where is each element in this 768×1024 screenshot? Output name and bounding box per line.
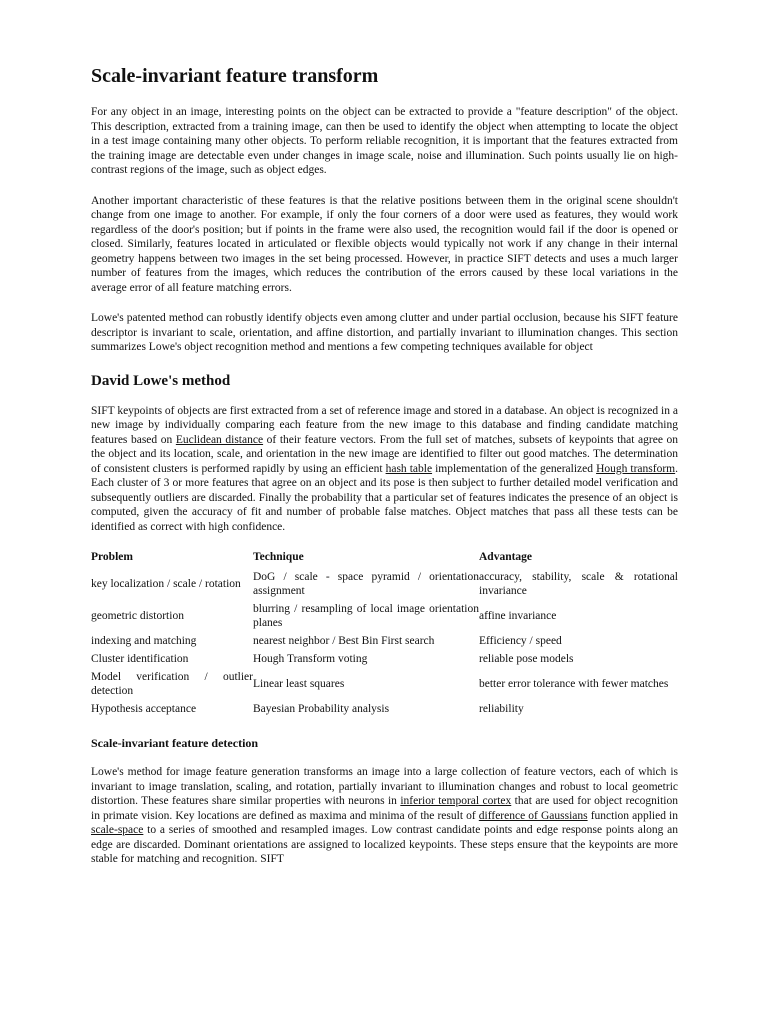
inferior-temporal-cortex-link[interactable]: inferior temporal cortex (400, 795, 512, 807)
euclidean-distance-link[interactable]: Euclidean distance (175, 433, 264, 446)
technique-cell: Linear least squares (253, 678, 345, 690)
text-span: implementation of the generalized (432, 462, 597, 475)
technique-table (91, 550, 678, 718)
text-span: . Each cluster of 3 or more features that agree on an object and its pose is then subject to further detailed model verification and subsequently outliers are discarded. Finally the probability that a particular set of features indicates the presence of an object is computed, given the accuracy of fit and number of probable false matches. Object matches that pass all these tests can be identified as correct with high confidence. (91, 462, 678, 533)
advantage-cell: Efficiency / speed (479, 635, 562, 647)
intro-paragraph-1: For any object in an image, interesting points on the object can be extracted to provide a "feature description" of the object. This description, extracted from a training image, can then be used to identify the object when attempting to locate the object in a test image containing many other objects. To perform reliable recognition, it is important that the features extracted from the training image are detectable even under changes in image scale, noise and illumination. Such points usually lie on high-contrast regions of the image, such as object edges. (91, 106, 678, 176)
technique-cell: Bayesian Probability analysis (253, 703, 390, 715)
table-row (91, 600, 678, 632)
table-header-row (91, 550, 678, 568)
header-problem: Problem (91, 551, 133, 563)
text-span: Lowe's method for image feature generation transforms an image into a large collection of feature vectors, each of which is invariant to image translation, scaling, and rotation, partially invariant to illumination changes and robust to local geometric distortion. These features share similar properties with neurons in (91, 766, 678, 807)
document-body (91, 64, 678, 883)
lowe-method-paragraph (91, 404, 678, 535)
intro-paragraph-3: Lowe's patented method can robustly identify objects even among clutter and under partial occlusion, because his SIFT feature descriptor is invariant to scale, orientation, and affine distortion, and partially invariant to illumination changes. This section summarizes Lowe's object recognition method and mentions a few competing techniques available for object (91, 312, 678, 353)
advantage-cell: affine invariance (479, 610, 557, 622)
text-span: function applied in (587, 809, 678, 822)
table-row (91, 668, 678, 700)
text-span: of their feature vectors. From the full set of matches, subsets of keypoints that agree on the object and its location, scale, and orientation in the new image are identified to filter out good matches. The determination of consistent clusters is performed rapidly by using an efficient (91, 433, 679, 475)
feature-detection-heading: Scale-invariant feature detection (91, 736, 259, 750)
problem-cell: key localization / scale / rotation (91, 578, 241, 590)
hough-transform-link[interactable]: Hough transform (596, 462, 676, 475)
problem-cell: Cluster identification (91, 653, 189, 665)
technique-cell: blurring / resampling of local image orientation planes (253, 603, 479, 629)
problem-cell: geometric distortion (91, 610, 184, 622)
advantage-cell: better error tolerance with fewer matches (479, 678, 669, 690)
header-technique: Technique (253, 551, 304, 563)
hash-table-link[interactable]: hash table (385, 462, 433, 475)
table-row (91, 632, 678, 650)
header-advantage: Advantage (479, 551, 533, 563)
technique-cell: DoG / scale - space pyramid / orientation assignment (253, 571, 479, 597)
table-row (91, 650, 678, 668)
problem-cell: indexing and matching (91, 635, 197, 647)
text-span: to a series of smoothed and resampled images. Low contrast candidate points and edge response points along an edge are discarded. Dominant orientations are assigned to localized keypoints. These steps ensure that the keypoints are more stable for matching and recognition. SIFT (91, 824, 678, 865)
page-title: Scale-invariant feature transform (91, 65, 379, 87)
problem-cell: Model verification / outlier detection (91, 671, 253, 697)
advantage-cell: accuracy, stability, scale & rotational invariance (479, 571, 678, 597)
difference-of-gaussians-link[interactable]: difference of Gaussians (478, 809, 588, 822)
text-span: that are used for object recognition in primate vision. Key locations are defined as maxima and minima of the result of (91, 795, 678, 822)
table-row (91, 568, 678, 600)
table-row (91, 700, 678, 718)
text-span: SIFT keypoints of objects are first extracted from a set of reference image and stored in a database. An object is recognized in a new image by individually comparing each feature from the new image to this database and finding candidate matching features based on (91, 404, 678, 446)
lowe-method-heading: David Lowe's method (91, 372, 231, 389)
advantage-cell: reliable pose models (479, 653, 574, 665)
advantage-cell: reliability (479, 703, 524, 715)
technique-cell: Hough Transform voting (253, 653, 368, 665)
problem-cell: Hypothesis acceptance (91, 703, 197, 715)
scale-space-link[interactable]: scale-space (91, 824, 144, 836)
intro-paragraph-2: Another important characteristic of these features is that the relative positions between them in the original scene shouldn't change from one image to another. For example, if only the four corners of a door were used as features, they would work regardless of the door's position; but if points in the frame were also used, the recognition would fail if the door is opened or closed. Similarly, features located in articulated or flexible objects would typically not work if any change in their internal geometry happens between two images in the set being processed. However, in practice SIFT detects and uses a much larger number of features from the images, which reduces the contribution of the errors caused by these local variations in the average error of all feature matching errors. (91, 194, 678, 294)
feature-detection-paragraph (91, 765, 678, 867)
technique-cell: nearest neighbor / Best Bin First search (253, 635, 435, 647)
